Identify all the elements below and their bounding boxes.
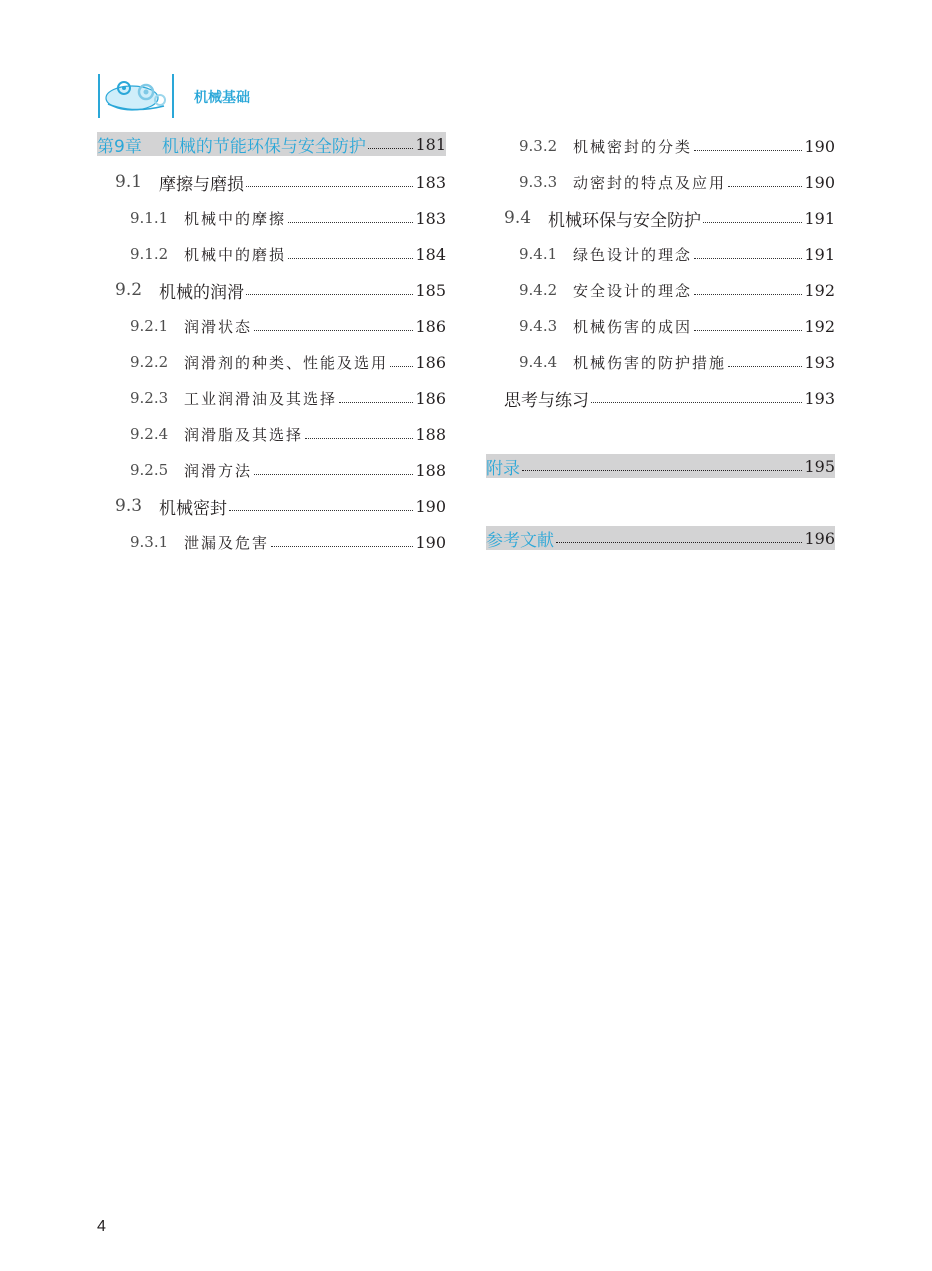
toc-page-number: 190	[804, 172, 835, 192]
toc-subsection-entry[interactable]	[130, 416, 446, 452]
toc-page-number: 192	[804, 280, 835, 300]
toc-page-number: 196	[804, 528, 835, 548]
toc-section-entry[interactable]	[504, 200, 835, 236]
toc-entry-number: 9.2.3	[130, 389, 169, 407]
toc-entry-title: 思考与练习	[504, 390, 589, 411]
toc-page-number: 186	[415, 388, 446, 408]
toc-entry-title: 工业润滑油及其选择	[184, 389, 338, 408]
toc-entry-title: 安全设计的理念	[573, 281, 693, 300]
toc-entry-number: 9.4.1	[519, 245, 558, 263]
toc-subsection-entry[interactable]	[519, 164, 835, 200]
toc-page-number: 193	[804, 352, 835, 372]
toc-page-number: 185	[415, 280, 446, 300]
toc-entry-title: 绿色设计的理念	[573, 245, 693, 264]
toc-page-number: 186	[415, 352, 446, 372]
toc-leader-dots	[246, 294, 413, 295]
toc-leader-dots	[703, 222, 802, 223]
toc-entry-number: 9.3.1	[130, 533, 169, 551]
toc-leader-dots	[694, 258, 802, 259]
toc-page-number: 184	[415, 244, 446, 264]
gears-globe-icon	[102, 76, 172, 116]
toc-entry-number: 9.2.4	[130, 425, 169, 443]
toc-leader-dots	[254, 330, 413, 331]
toc-page-number: 188	[415, 424, 446, 444]
toc-leader-dots	[556, 542, 802, 543]
toc-entry-title: 机械伤害的防护措施	[573, 353, 727, 372]
toc-leader-dots	[591, 402, 802, 403]
toc-page-number: 186	[415, 316, 446, 336]
header-title: 机械基础	[194, 90, 250, 106]
toc-subsection-entry[interactable]	[519, 236, 835, 272]
toc-entry-number: 第9章	[97, 136, 142, 157]
toc-entry-title: 附录	[486, 458, 520, 479]
toc-entry-number: 9.3	[115, 496, 143, 516]
toc-section-entry[interactable]	[504, 380, 835, 416]
toc-entry-title: 机械的润滑	[159, 282, 244, 303]
toc-subsection-entry[interactable]	[130, 308, 446, 344]
toc-subsection-entry[interactable]	[130, 524, 446, 560]
toc-entry-title: 摩擦与磨损	[159, 174, 244, 195]
toc-leader-dots	[694, 150, 802, 151]
toc-entry-title: 泄漏及危害	[184, 533, 270, 552]
toc-chapter-entry[interactable]	[486, 454, 835, 478]
toc-section-entry[interactable]	[115, 488, 446, 524]
toc-entry-title: 润滑剂的种类、性能及选用	[184, 353, 389, 372]
toc-section-entry[interactable]	[115, 272, 446, 308]
toc-page-number: 190	[415, 532, 446, 552]
toc-entry-number: 9.4.3	[519, 317, 558, 335]
toc-entry-title: 机械的节能环保与安全防护	[161, 136, 366, 157]
toc-leader-dots	[694, 294, 802, 295]
toc-page-number: 193	[804, 388, 835, 408]
toc-section-entry[interactable]	[115, 164, 446, 200]
toc-subsection-entry[interactable]	[130, 200, 446, 236]
page-number: 4	[97, 1218, 106, 1235]
toc-leader-dots	[271, 546, 413, 547]
toc-entry-number: 9.2.2	[130, 353, 169, 371]
toc-entry-number: 9.4.4	[519, 353, 558, 371]
toc-entry-title: 机械密封的分类	[573, 137, 693, 156]
toc-leader-dots	[368, 148, 414, 149]
toc-entry-number: 9.3.3	[519, 173, 558, 191]
toc-leader-dots	[288, 258, 413, 259]
toc-leader-dots	[254, 474, 413, 475]
toc-page-number: 190	[415, 496, 446, 516]
toc-leader-dots	[694, 330, 802, 331]
toc-entry-title: 机械密封	[159, 498, 227, 519]
toc-page-number: 191	[804, 208, 835, 228]
toc-entry-title: 参考文献	[486, 530, 554, 551]
toc-chapter-entry[interactable]	[97, 132, 446, 156]
toc-leader-dots	[339, 402, 413, 403]
book-logo	[98, 74, 174, 118]
toc-page-number: 181	[415, 134, 446, 154]
toc-leader-dots	[728, 366, 802, 367]
toc-subsection-entry[interactable]	[519, 272, 835, 308]
toc-page-number: 191	[804, 244, 835, 264]
toc-leader-dots	[229, 510, 413, 511]
running-header	[98, 74, 298, 118]
toc-leader-dots	[522, 470, 802, 471]
toc-chapter-entry[interactable]	[486, 526, 835, 550]
toc-page-number: 195	[804, 456, 835, 476]
toc-entry-number: 9.2.1	[130, 317, 169, 335]
toc-entry-title: 机械伤害的成因	[573, 317, 693, 336]
toc-subsection-entry[interactable]	[519, 308, 835, 344]
toc-leader-dots	[246, 186, 413, 187]
toc-leader-dots	[390, 366, 413, 367]
toc-subsection-entry[interactable]	[130, 380, 446, 416]
toc-entry-title: 机械环保与安全防护	[548, 210, 701, 231]
toc-entry-number: 9.1	[115, 172, 143, 192]
toc-subsection-entry[interactable]	[519, 128, 835, 164]
toc-entry-number: 9.1.1	[130, 209, 169, 227]
toc-entry-title: 润滑状态	[184, 317, 253, 336]
toc-entry-title: 机械中的摩擦	[184, 209, 287, 228]
toc-entry-number: 9.4.2	[519, 281, 558, 299]
toc-leader-dots	[288, 222, 413, 223]
toc-subsection-entry[interactable]	[519, 344, 835, 380]
toc-entry-number: 9.4	[504, 208, 532, 228]
toc-entry-title: 润滑脂及其选择	[184, 425, 304, 444]
toc-entry-title: 动密封的特点及应用	[573, 173, 727, 192]
toc-page-number: 188	[415, 460, 446, 480]
toc-leader-dots	[305, 438, 413, 439]
toc-page-number: 192	[804, 316, 835, 336]
toc-subsection-entry[interactable]	[130, 344, 446, 380]
toc-leader-dots	[728, 186, 802, 187]
toc-entry-number: 9.2.5	[130, 461, 169, 479]
toc-subsection-entry[interactable]	[130, 236, 446, 272]
toc-page-number: 183	[415, 208, 446, 228]
toc-entry-number: 9.1.2	[130, 245, 169, 263]
toc-entry-title: 润滑方法	[184, 461, 253, 480]
toc-page-number: 190	[804, 136, 835, 156]
toc-subsection-entry[interactable]	[130, 452, 446, 488]
toc-entry-number: 9.2	[115, 280, 143, 300]
toc-entry-number: 9.3.2	[519, 137, 558, 155]
toc-entry-title: 机械中的磨损	[184, 245, 287, 264]
toc-page-number: 183	[415, 172, 446, 192]
